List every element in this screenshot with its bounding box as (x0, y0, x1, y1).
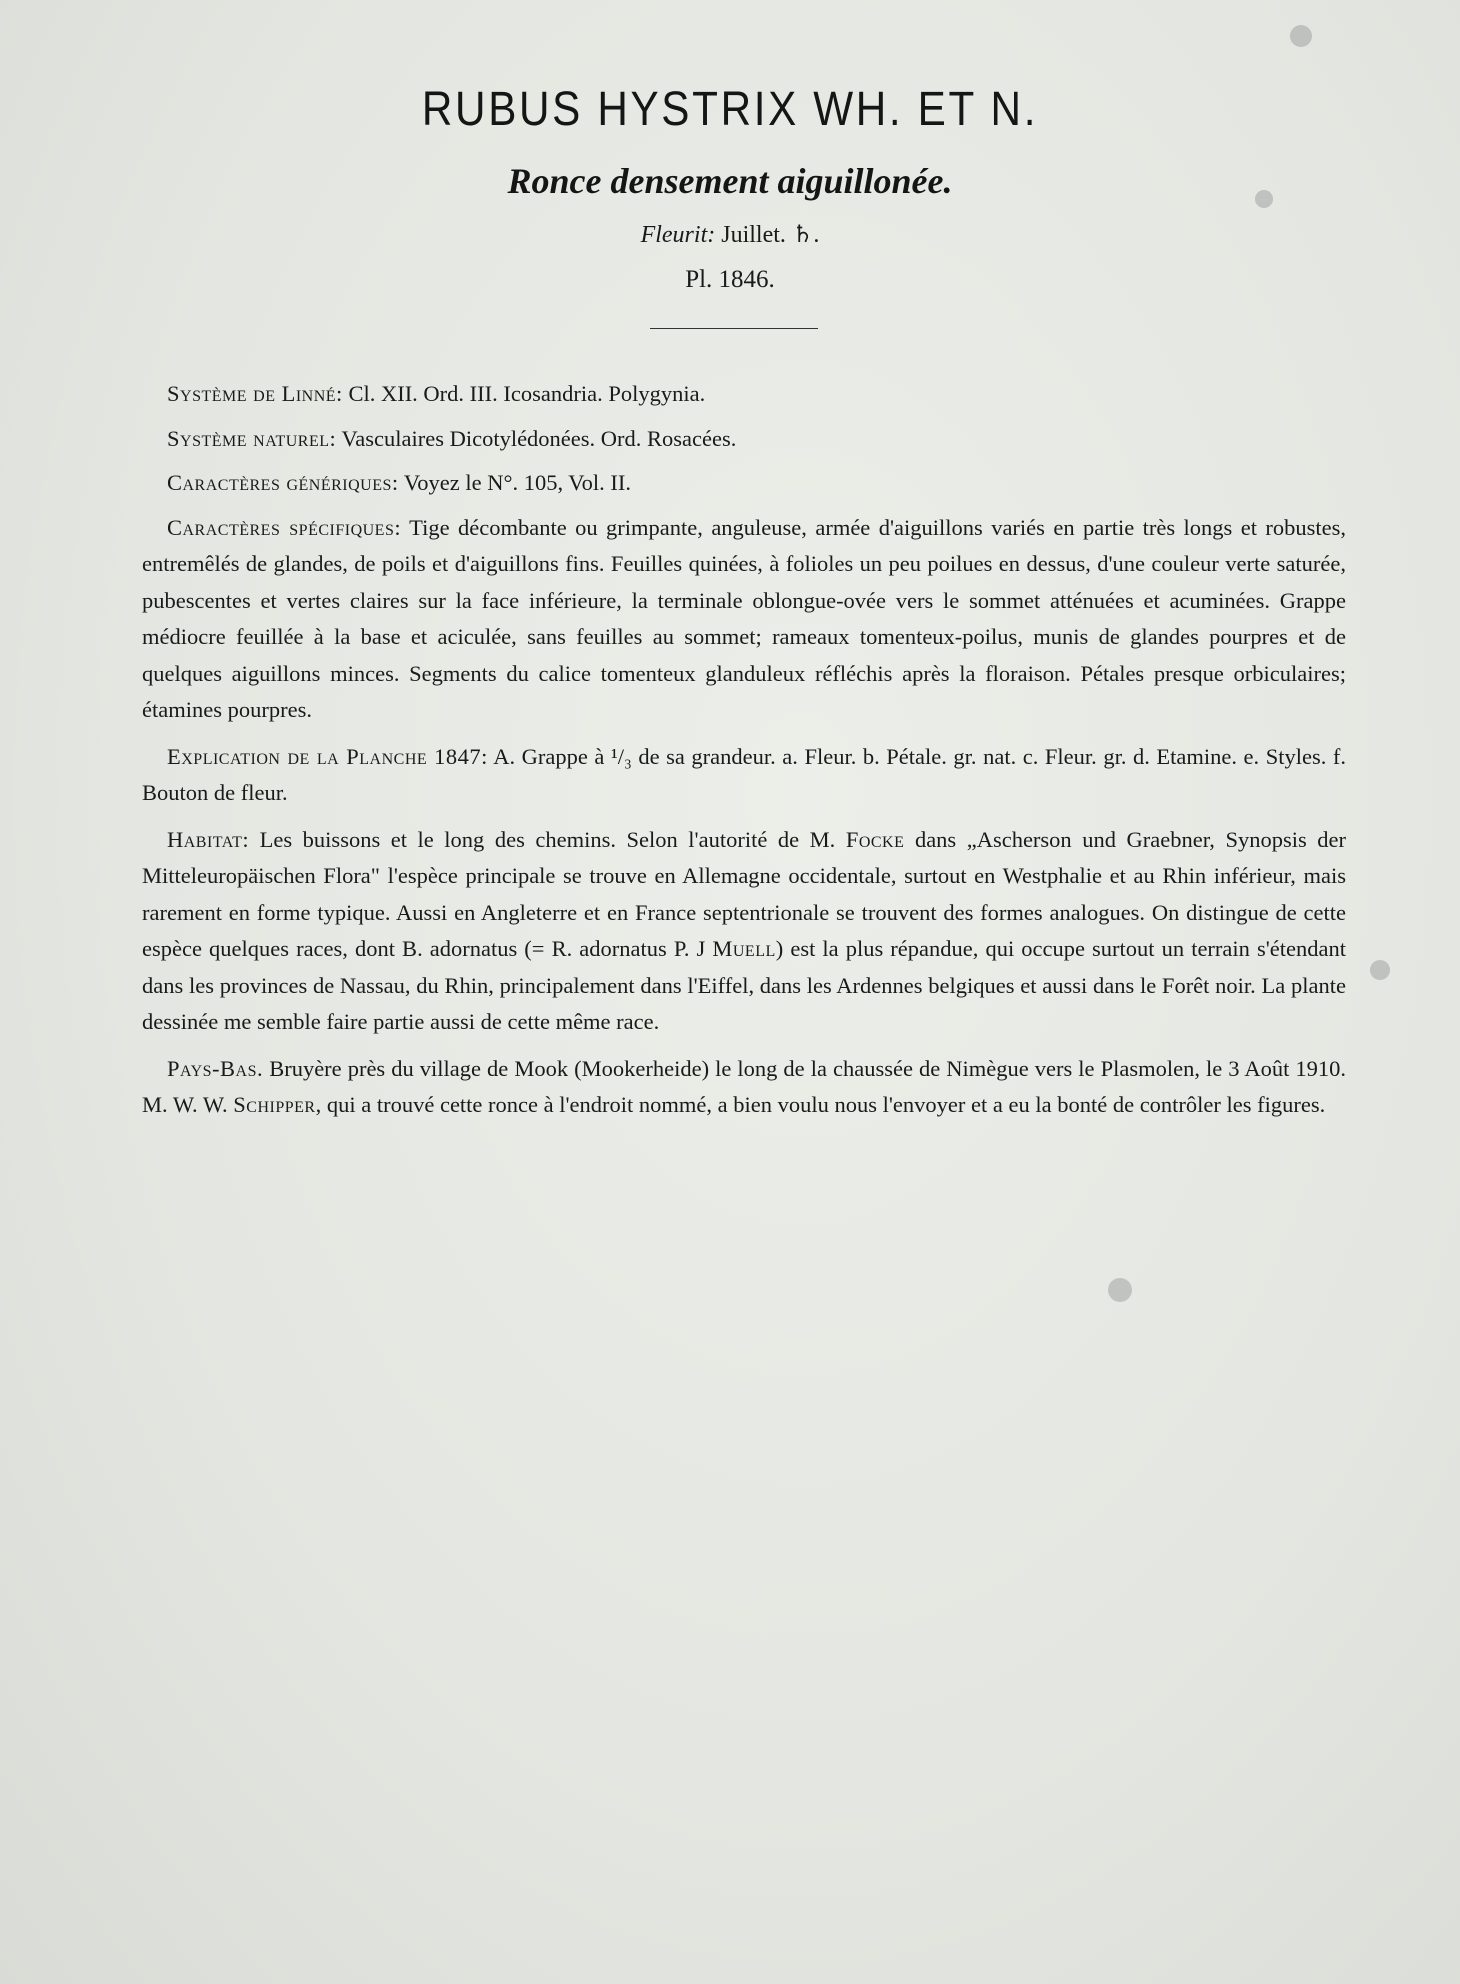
description-body (142, 376, 1346, 1134)
section-text: Tige décombante ou grimpante, anguleuse, armée d'aiguillons variés en partie très longs et robustes, entremêlés de glandes, de poils et d'aiguillons fins. Feuilles quinées, à folioles un peu poilues en dessus, d'une couleur verte saturée, pubescentes et vertes claires sur la face inférieure, la terminale oblongue-ovée vers le sommet atténuées et acuminées. Grappe médiocre feuillée à la base et aciculée, sans feuilles au sommet; rameaux tomenteux-poilus, munis de glandes pourpres et de quelques aiguillons minces. Segments du calice tomenteux glanduleux réfléchis après la floraison. Pétales presque orbiculaires; étamines pourpres. (142, 514, 1347, 722)
section-label: Caractères génériques: (167, 470, 399, 495)
paper-spot (1370, 960, 1390, 980)
author-name: Schipper (233, 1092, 316, 1117)
section-label: Pays-Bas. (167, 1055, 264, 1081)
divider (650, 328, 818, 329)
section-label: Système naturel: (167, 425, 337, 451)
flowering-label: Fleurit: (640, 222, 716, 248)
section-specifiques (142, 510, 1346, 729)
section-paysbas (142, 1051, 1346, 1124)
section-text: A. Grappe à ¹/₃ de sa grandeur. a. Fleur. b. Pétale. gr. nat. c. Fleur. gr. d. Etamine. e. Styles. f. Bouton de fleur. (142, 743, 1346, 805)
page-title: RUBUS HYSTRIX WH. ET N. (421, 83, 1039, 136)
author-name: Focke (845, 826, 905, 852)
section-text: Vasculaires Dicotylédonées. Ord. Rosacées. (341, 425, 737, 451)
section-label: Explication de la Planche 1847: (167, 743, 488, 769)
paper-spot (1290, 25, 1312, 47)
section-label: Caractères spécifiques: (167, 514, 402, 540)
section-text: Voyez le N°. 105, Vol. II. (403, 470, 631, 495)
section-text: Bruyère près du village de Mook (Mookerheide) le long de la chaussée de Nimègue vers le Plasmolen, le 3 Août 1910. M. W. W. (142, 1055, 1347, 1117)
section-text: Les buissons et le long des chemins. Selon l'autorité de M. (259, 826, 836, 852)
author-name: Muell (712, 936, 776, 961)
section-text: ) est la plus répandue, qui occupe surtout un terrain s'étendant dans les provinces de Nassau, du Rhin, principalement dans l'Eiffel, dans les Ardennes belgiques et aussi dans le Forêt noir. La plante dessinée me semble faire partie aussi de cette même race. (142, 936, 1346, 1034)
paper-spot (1108, 1278, 1132, 1302)
flowering-value: Juillet. ♄. (721, 222, 820, 248)
section-generiques (142, 465, 1346, 502)
section-naturel (142, 421, 1346, 458)
section-text: Cl. XII. Ord. III. Icosandria. Polygynia. (348, 381, 706, 406)
section-label: Habitat: (167, 826, 250, 852)
section-explication (142, 739, 1346, 812)
section-linne (142, 376, 1346, 413)
plate-number: Pl. 1846. (685, 266, 775, 293)
section-habitat (142, 822, 1346, 1041)
page-subtitle: Ronce densement aiguillonée. (507, 161, 953, 201)
flowering-line (0, 220, 1460, 249)
section-text: , qui a trouvé cette ronce à l'endroit nommé, a bien voulu nous l'envoyer et a eu la bonté de contrôler les figures. (315, 1092, 1326, 1117)
section-text: dans „Ascherson und Graebner, Synopsis der Mitteleuropäischen Flora" l'espèce principale se trouve en Allemagne occidentale, surtout en Westphalie et au Rhin inférieur, mais rarement en forme typique. Aussi en Angleterre et en France septentrionale se trouvent des formes analogues. On distingue de cette espèce quelques races, dont B. adornatus (= R. adornatus P. J (142, 826, 1347, 961)
section-label: Système de Linné: (167, 381, 343, 406)
